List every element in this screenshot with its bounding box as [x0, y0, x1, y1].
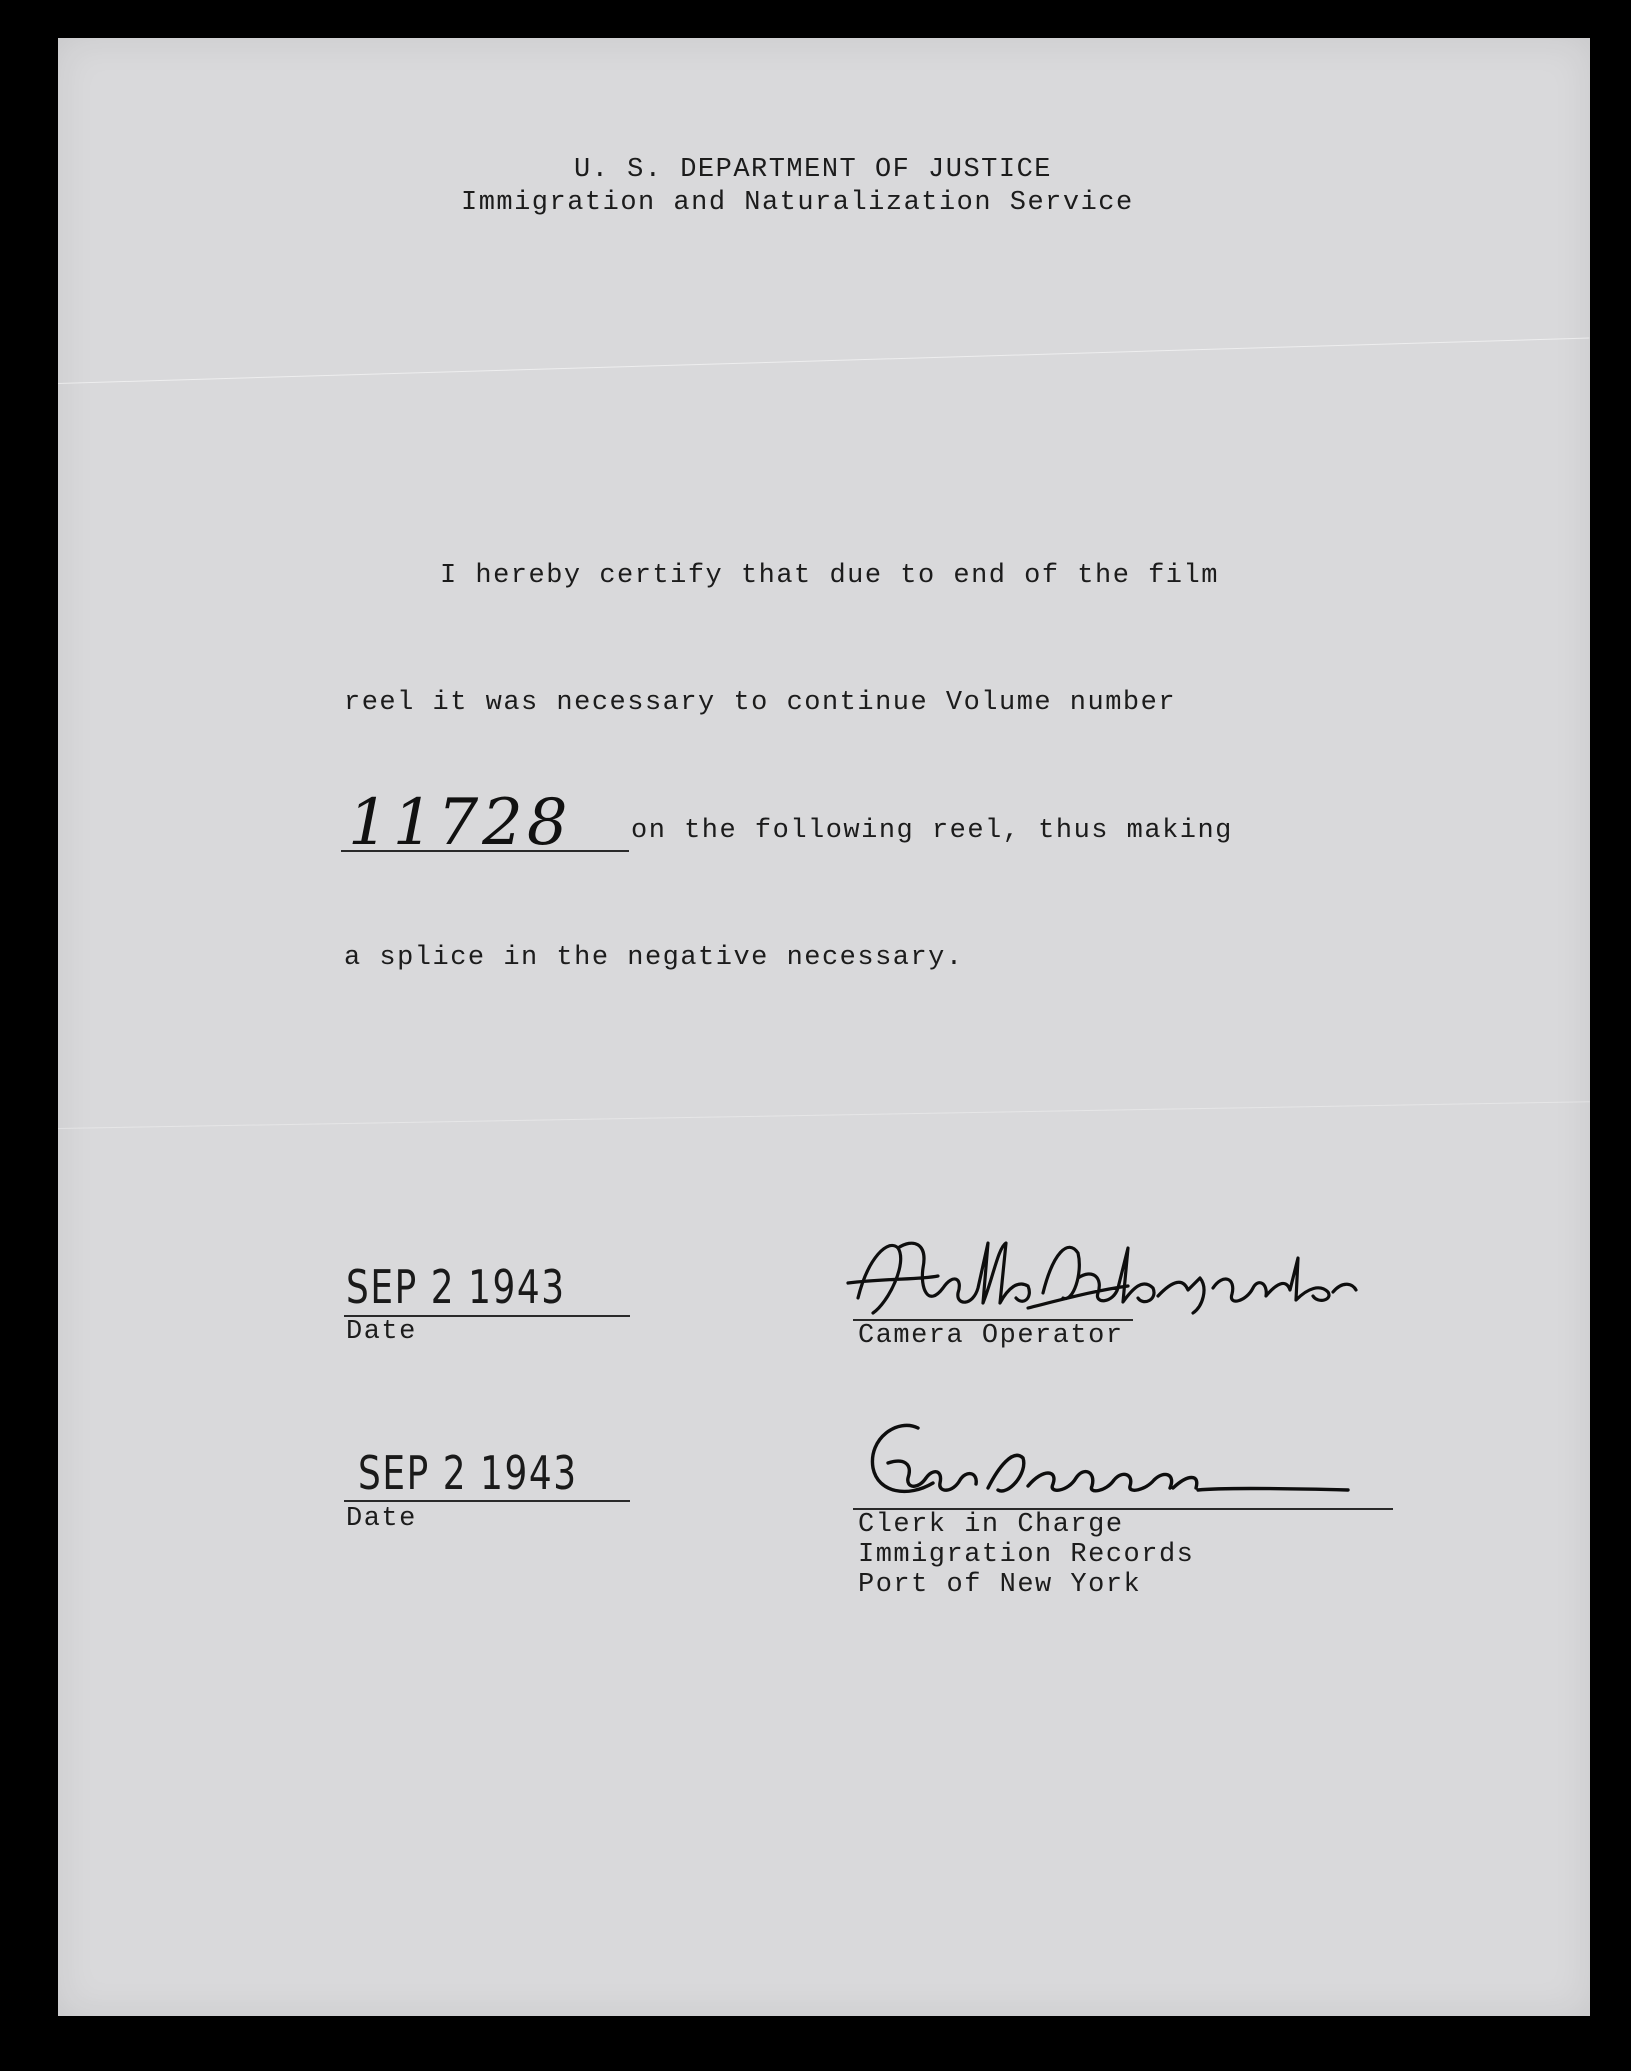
date-stamp-2: SEP 2 1943 [358, 1446, 578, 1500]
date-label-1: Date [346, 1317, 417, 1347]
clerk-title-label: Clerk in Charge [858, 1510, 1124, 1540]
date-stamp-1: SEP 2 1943 [346, 1260, 566, 1314]
camera-operator-label: Camera Operator [858, 1321, 1124, 1351]
camera-operator-signature [828, 1218, 1388, 1328]
document-page [58, 38, 1590, 2016]
clerk-port-label: Port of New York [858, 1570, 1142, 1600]
body-line-3: on the following reel, thus making [631, 816, 1233, 846]
body-line-1: I hereby certify that due to end of the film [440, 561, 1219, 591]
body-line-4: a splice in the negative necessary. [344, 943, 964, 973]
clerk-signature [848, 1408, 1408, 1518]
header-service: Immigration and Naturalization Service [461, 188, 1134, 218]
body-line-2: reel it was necessary to continue Volume number [344, 688, 1177, 718]
date-line-2 [344, 1500, 630, 1502]
volume-number-handwritten: 11728 [348, 786, 572, 860]
clerk-dept-label: Immigration Records [858, 1540, 1195, 1570]
header-department: U. S. DEPARTMENT OF JUSTICE [574, 155, 1052, 185]
paper-crease [58, 338, 1589, 384]
paper-crease [58, 1101, 1590, 1129]
volume-number-line [341, 850, 629, 852]
date-label-2: Date [346, 1504, 417, 1534]
